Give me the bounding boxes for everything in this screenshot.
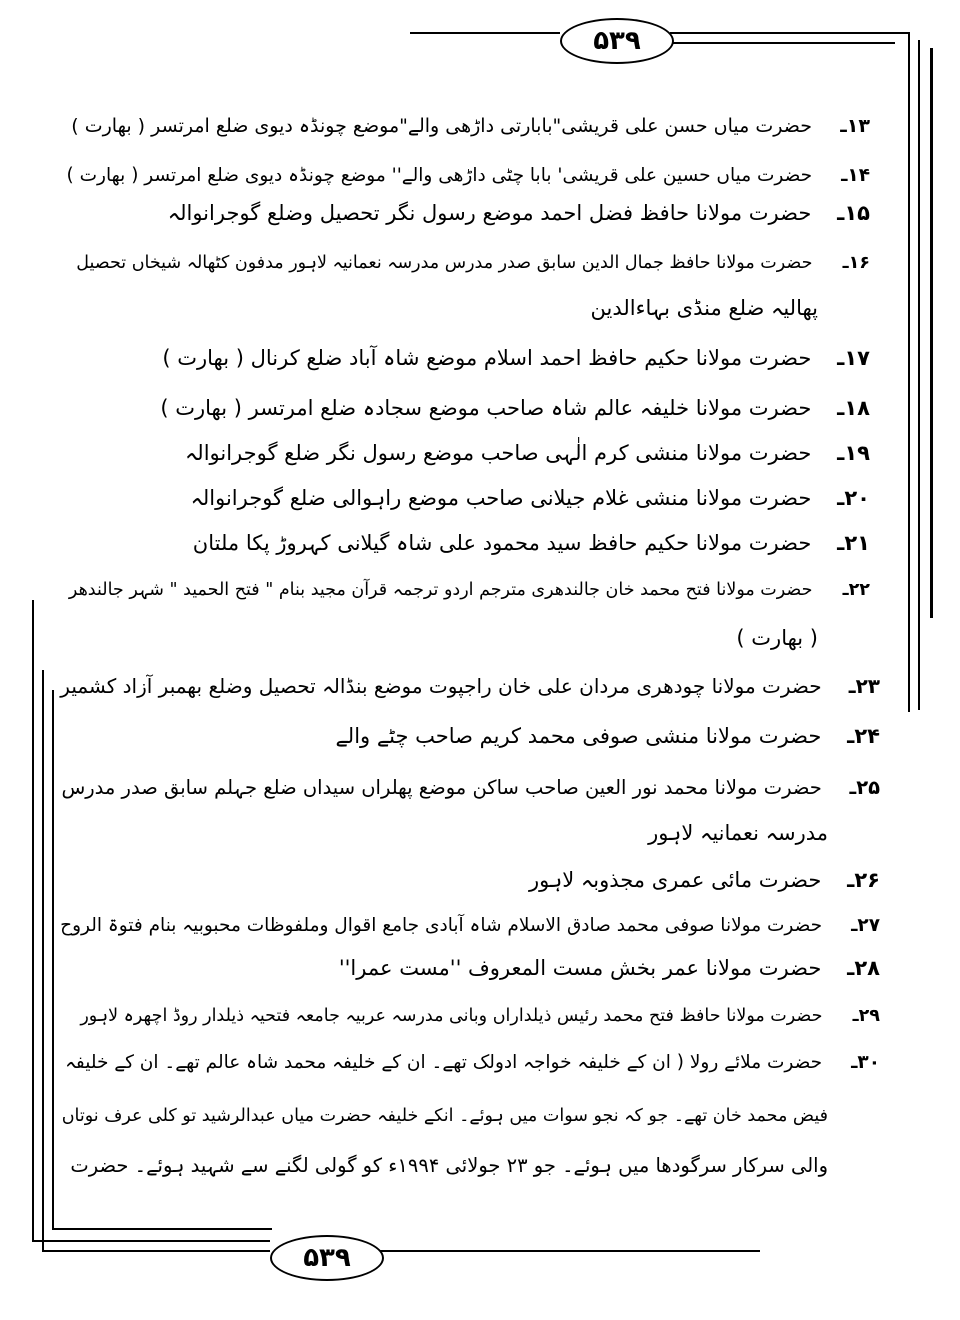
entry-16-continuation: پھالیہ ضلع منڈی بہاءالدین <box>590 296 818 320</box>
entry-number: ۲۲ـ <box>842 580 870 600</box>
entry-15 <box>168 195 870 231</box>
entry-24 <box>335 718 880 754</box>
entry-text: حضرت مولانا محمد نور العین صاحب ساکن موضع پھلراں سیداں ضلع جہلم سابق صدر مدرس <box>61 776 822 799</box>
entry-29 <box>80 998 880 1034</box>
entry-text: حضرت میاں حسین علی قریشی' بابا چٹی داڑھی والے'' موضع چونڈہ دیوی ضلع امرتسر ( بھارت ) <box>66 165 813 186</box>
frame-right-line-1 <box>908 32 910 712</box>
entry-text: حضرت مولانا خلیفہ عالم شاہ صاحب موضع سجادہ ضلع امرتسر ( بھارت ) <box>160 396 812 420</box>
frame-left-line-1 <box>32 600 34 1240</box>
entry-text: حضرت مولانا منشی غلام جیلانی صاحب موضع راہوالی ضلع گوجرانوالہ <box>190 486 812 510</box>
entry-number: ۲۰ـ <box>837 486 870 510</box>
entry-text: حضرت مولانا منشی کرم الٰہی صاحب موضع رسول نگر ضلع گوجرانوالہ <box>184 441 812 465</box>
entry-13 <box>71 108 870 144</box>
entry-number: ۲۷ـ <box>851 915 880 936</box>
entry-text: حضرت مولانا عمر بخش مست المعروف ''مست عمرا'' <box>338 956 822 980</box>
entry-30 <box>65 1045 880 1081</box>
entry-text: حضرت مولانا حکیم حافظ احمد اسلام موضع شاہ آباد ضلع کرنال ( بھارت ) <box>162 346 812 370</box>
frame-bottom-line-4 <box>52 1228 272 1230</box>
page-number-bottom-text: ۵۳۹ <box>303 1243 351 1273</box>
entry-27 <box>60 908 880 944</box>
page-number-top <box>560 18 674 64</box>
page-number-top-text: ۵۳۹ <box>593 26 641 56</box>
entry-number: ۱۹ـ <box>837 441 870 465</box>
entry-text: حضرت مولانا چودھری مردان علی خان راجپوت موضع بنڈالہ تحصیل وضلع بھمبر آزاد کشمیر <box>60 674 822 698</box>
entry-number: ۲۴ـ <box>847 724 880 748</box>
frame-right-line-2 <box>918 40 920 710</box>
entry-28 <box>339 950 880 986</box>
entry-14 <box>67 158 870 194</box>
entry-17 <box>162 340 870 376</box>
entry-number: ۲۶ـ <box>847 868 880 892</box>
entry-25 <box>61 770 880 806</box>
entry-text: حضرت مولانا حکیم حافظ سید محمود علی شاہ گیلانی کہروڑ پکا ملتان <box>192 531 812 555</box>
entry-22-continuation: ( بھارت ) <box>736 626 818 650</box>
entry-text: حضرت مولانا صوفی محمد صادق الاسلام شاہ آبادی جامع اقوال وملفوظات محبوبیہ بنام فتوۃ الروح <box>60 915 823 936</box>
frame-top-line-2 <box>670 32 910 34</box>
entry-21 <box>193 525 870 561</box>
frame-top-line-1 <box>410 32 560 34</box>
entry-number: ۲۵ـ <box>849 776 880 799</box>
entry-25-continuation: مدرسہ نعمانیہ لاہور <box>648 821 828 845</box>
frame-left-line-2 <box>42 670 44 1250</box>
entry-text: حضرت میاں حسن علی قریشی"بابارتی داڑھی والے"موضع چونڈہ دیوی ضلع امرتسر ( بھارت ) <box>71 115 812 137</box>
frame-bottom-line-1 <box>32 1240 270 1242</box>
entry-26 <box>529 862 880 898</box>
entry-text: حضرت مولانا حافظ جمال الدین سابق صدر مدرس مدرسہ نعمانیہ لاہور مدفون کٹھالہ شیخاں تحصیل <box>76 253 813 273</box>
frame-top-line-3 <box>670 42 895 44</box>
entry-text: حضرت مائی عمری مجذوبہ لاہور <box>528 868 822 892</box>
entry-number: ۲۸ـ <box>847 956 880 980</box>
entry-number: ۲۱ـ <box>837 531 870 555</box>
entry-text: حضرت مولانا حافظ فتح محمد رئیس ذیلداراں وبانی مدرسہ عربیہ جامعہ فتحیہ ذیلدار روڈ اچھرہ لاہور <box>80 1006 823 1026</box>
entry-22 <box>69 572 870 608</box>
entry-number: ۱۷ـ <box>837 346 870 370</box>
entry-16 <box>76 245 870 281</box>
entry-number: ۱۸ـ <box>837 396 870 420</box>
frame-bottom-line-2 <box>42 1250 270 1252</box>
entry-20 <box>191 480 870 516</box>
entry-text: حضرت مولانا منشی صوفی محمد کریم صاحب چٹے والے <box>335 724 822 748</box>
entry-30-continuation-2: والی سرکار سرگودھا میں ہوئے۔ جو ۲۳ جولائی ۱۹۹۴ء کو گولی لگنے سے شہید ہوئے۔ حضرت <box>70 1154 828 1177</box>
entry-text: حضرت ملائے رولا ( ان کے خلیفہ خواجہ ادولک تھے۔ ان کے خلیفہ محمد شاہ عالم تھے۔ ان کے خلیفہ <box>65 1052 823 1073</box>
entry-number: ۱۴ـ <box>841 165 870 186</box>
entry-18 <box>160 390 870 426</box>
entry-number: ۲۹ـ <box>852 1006 880 1026</box>
entry-number: ۱۳ـ <box>840 115 870 137</box>
entry-30-continuation-1: فیض محمد خان تھے۔ جو کہ نجو سوات میں ہوئے۔ انکے خلیفہ حضرت میاں عبدالرشید تو کلی عرف نوتاں <box>61 1106 828 1126</box>
entry-number: ۱۵ـ <box>837 201 870 225</box>
frame-right-line-3 <box>930 48 933 618</box>
entry-number: ۱۶ـ <box>842 253 870 273</box>
entry-text: حضرت مولانا فتح محمد خان جالندھری مترجم اردو ترجمہ قرآن مجید بنام " فتح الحمید " شہر جالندھر <box>68 580 813 600</box>
entry-19 <box>185 435 870 471</box>
entry-number: ۳۰ـ <box>851 1052 880 1073</box>
entry-text: حضرت مولانا حافظ فضل احمد موضع رسول نگر تحصیل وضلع گوجرانوالہ <box>167 201 812 225</box>
entry-23 <box>60 668 880 704</box>
page-number-bottom <box>270 1235 384 1281</box>
frame-bottom-line-3 <box>380 1250 760 1252</box>
frame-left-line-3 <box>52 690 54 1230</box>
entry-number: ۲۳ـ <box>848 674 880 698</box>
